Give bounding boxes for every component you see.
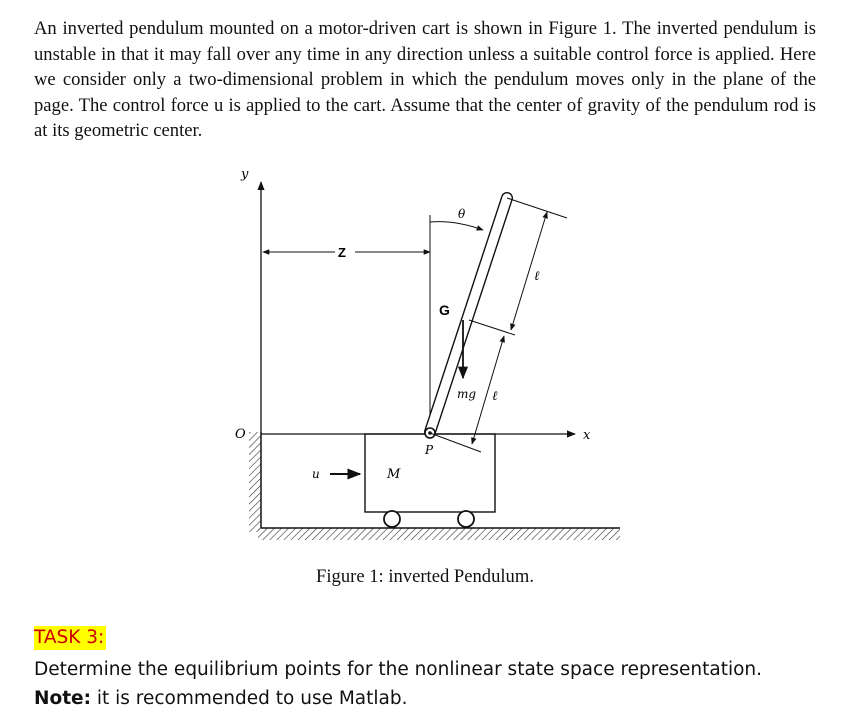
wall bbox=[249, 432, 261, 532]
ground bbox=[258, 528, 620, 540]
task-body bbox=[34, 655, 834, 713]
theta-arc bbox=[430, 222, 483, 230]
cart-wheel-left bbox=[384, 511, 400, 527]
task-title: TASK 3: bbox=[34, 627, 105, 648]
pivot-label: P bbox=[425, 443, 434, 457]
task-description: Determine the equilibrium points for the nonlinear state space representation. bbox=[34, 659, 763, 680]
upper-length-label: ℓ bbox=[534, 269, 540, 284]
z-label: Z bbox=[338, 245, 346, 260]
task-heading bbox=[34, 626, 106, 650]
x-axis-label: x bbox=[583, 428, 591, 443]
lower-length-label: ℓ bbox=[492, 389, 498, 404]
note-label: Note: bbox=[34, 688, 91, 709]
mass-label: M bbox=[387, 467, 401, 482]
lower-length-dimension bbox=[472, 336, 504, 444]
origin-label: O bbox=[235, 427, 246, 442]
center-of-gravity-label: G bbox=[439, 302, 450, 318]
cart-wheel-right bbox=[458, 511, 474, 527]
theta-label: θ bbox=[458, 207, 466, 221]
gravity-force-label: mg bbox=[457, 387, 477, 401]
figure-caption: Figure 1: inverted Pendulum. bbox=[316, 566, 534, 587]
upper-length-dimension bbox=[511, 212, 547, 330]
note-text: it is recommended to use Matlab. bbox=[90, 688, 408, 709]
intro-paragraph: An inverted pendulum mounted on a motor-driven cart is shown in Figure 1. The inverted pendulum is unstable in that it may fall over any time in any direction unless a suitable control force is applied. Here we consider only a two-dimensional problem in which the pendulum moves only in the plane of the page. The control force u is applied to the cart. Assume that the center of gravity of the pendulum rod is at its geometric center. bbox=[34, 18, 816, 141]
task-note bbox=[34, 684, 834, 713]
inverted-pendulum-figure bbox=[225, 160, 640, 560]
control-force-label: u bbox=[312, 467, 320, 481]
y-axis-label: y bbox=[241, 167, 249, 182]
